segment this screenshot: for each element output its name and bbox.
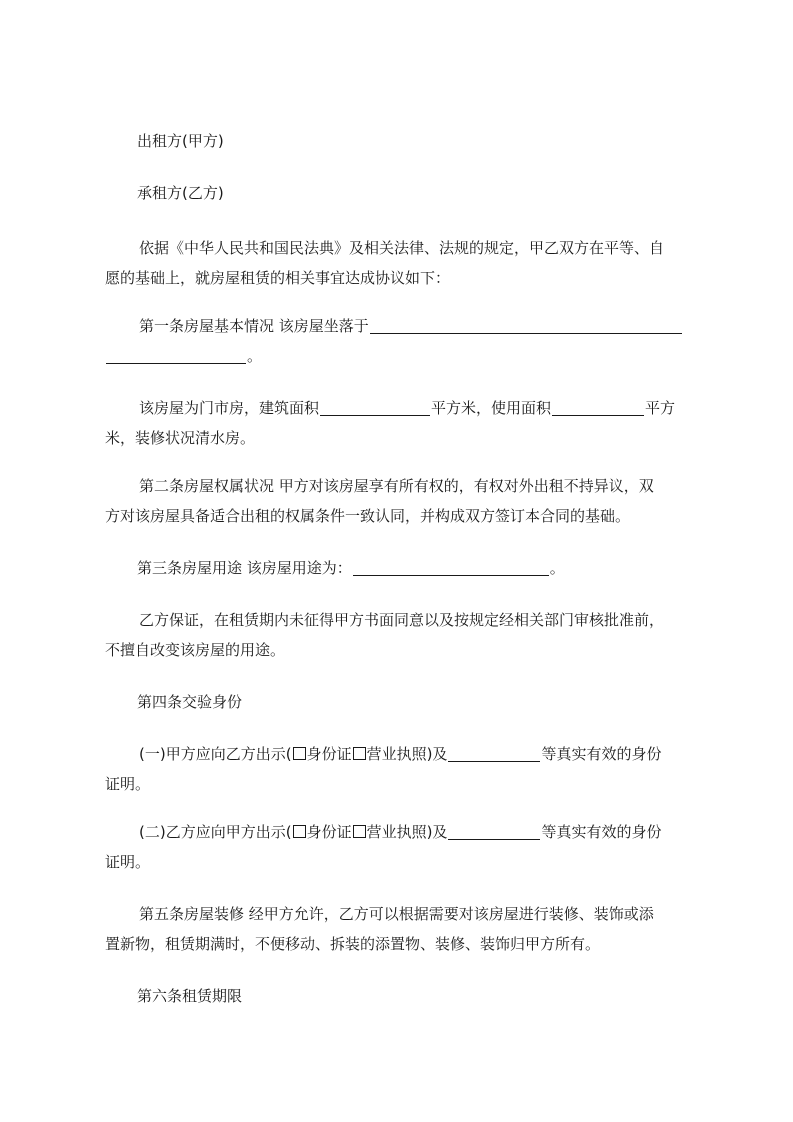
identity-1-line-2: 证明。 (105, 775, 151, 793)
article-4-title: 第四条交验身份 (137, 693, 243, 711)
article-1-end: 。 (247, 347, 263, 365)
article-2-line-1: 第二条房屋权属状况 甲方对该房屋享有所有权的，有权对外出租不持异议，双 (139, 477, 654, 495)
area-unit: 平方 (645, 399, 676, 417)
building-area-blank[interactable] (320, 414, 430, 416)
article-3-end: 。 (549, 559, 565, 577)
business-license-checkbox[interactable] (353, 825, 366, 838)
preamble-line-2: 愿的基础上，就房屋租赁的相关事宜达成协议如下： (105, 269, 451, 287)
purpose-blank[interactable] (353, 574, 549, 576)
lessor-label: 出租方(甲方) (137, 132, 224, 150)
guarantee-line-1: 乙方保证，在租赁期内未征得甲方书面同意以及按规定经相关部门审核批准前， (139, 611, 665, 629)
guarantee-line-2: 不擅自改变该房屋的用途。 (105, 641, 286, 659)
identity-1-prefix: (一)甲方应向乙方出示( (139, 745, 292, 763)
preamble-line-1: 依据《中华人民共和国民法典》及相关法律、法规的规定，甲乙双方在平等、自 (139, 239, 665, 257)
area-line-2: 米，装修状况清水房。 (105, 429, 256, 447)
article-1-text: 第一条房屋基本情况 该房屋坐落于 (139, 317, 369, 335)
lessee-label: 承租方(乙方) (137, 184, 224, 202)
identity-2-line-2: 证明。 (105, 853, 151, 871)
identity-1-blank[interactable] (448, 760, 540, 762)
area-prefix: 该房屋为门市房，建筑面积 (139, 399, 320, 417)
identity-2-option-2: 营业执照)及 (366, 823, 448, 841)
identity-2-option-1: 身份证 (306, 823, 352, 841)
location-blank-line-2[interactable] (106, 362, 246, 364)
article-2-line-2: 方对该房屋具备适合出租的权属条件一致认同，并构成双方签订本合同的基础。 (105, 507, 631, 525)
article-5-line-2: 置新物，租赁期满时，不便移动、拆装的添置物、装修、装饰归甲方所有。 (105, 935, 601, 953)
location-blank-line-1[interactable] (370, 332, 682, 334)
identity-1-suffix: 等真实有效的身份 (541, 745, 662, 763)
article-5-line-1: 第五条房屋装修 经甲方允许，乙方可以根据需要对该房屋进行装修、装饰或添 (139, 905, 654, 923)
identity-2-blank[interactable] (448, 838, 540, 840)
identity-1-option-1: 身份证 (306, 745, 352, 763)
area-mid: 平方米，使用面积 (431, 399, 552, 417)
article-3-text: 第三条房屋用途 该房屋用途为： (137, 559, 352, 577)
identity-2-prefix: (二)乙方应向甲方出示( (139, 823, 292, 841)
id-card-checkbox[interactable] (293, 747, 306, 760)
article-6-title: 第六条租赁期限 (137, 987, 243, 1005)
identity-1-option-2: 营业执照)及 (366, 745, 448, 763)
id-card-checkbox[interactable] (293, 825, 306, 838)
article-3-purpose (105, 552, 701, 584)
business-license-checkbox[interactable] (353, 747, 366, 760)
identity-2-suffix: 等真实有效的身份 (541, 823, 662, 841)
usable-area-blank[interactable] (552, 414, 644, 416)
